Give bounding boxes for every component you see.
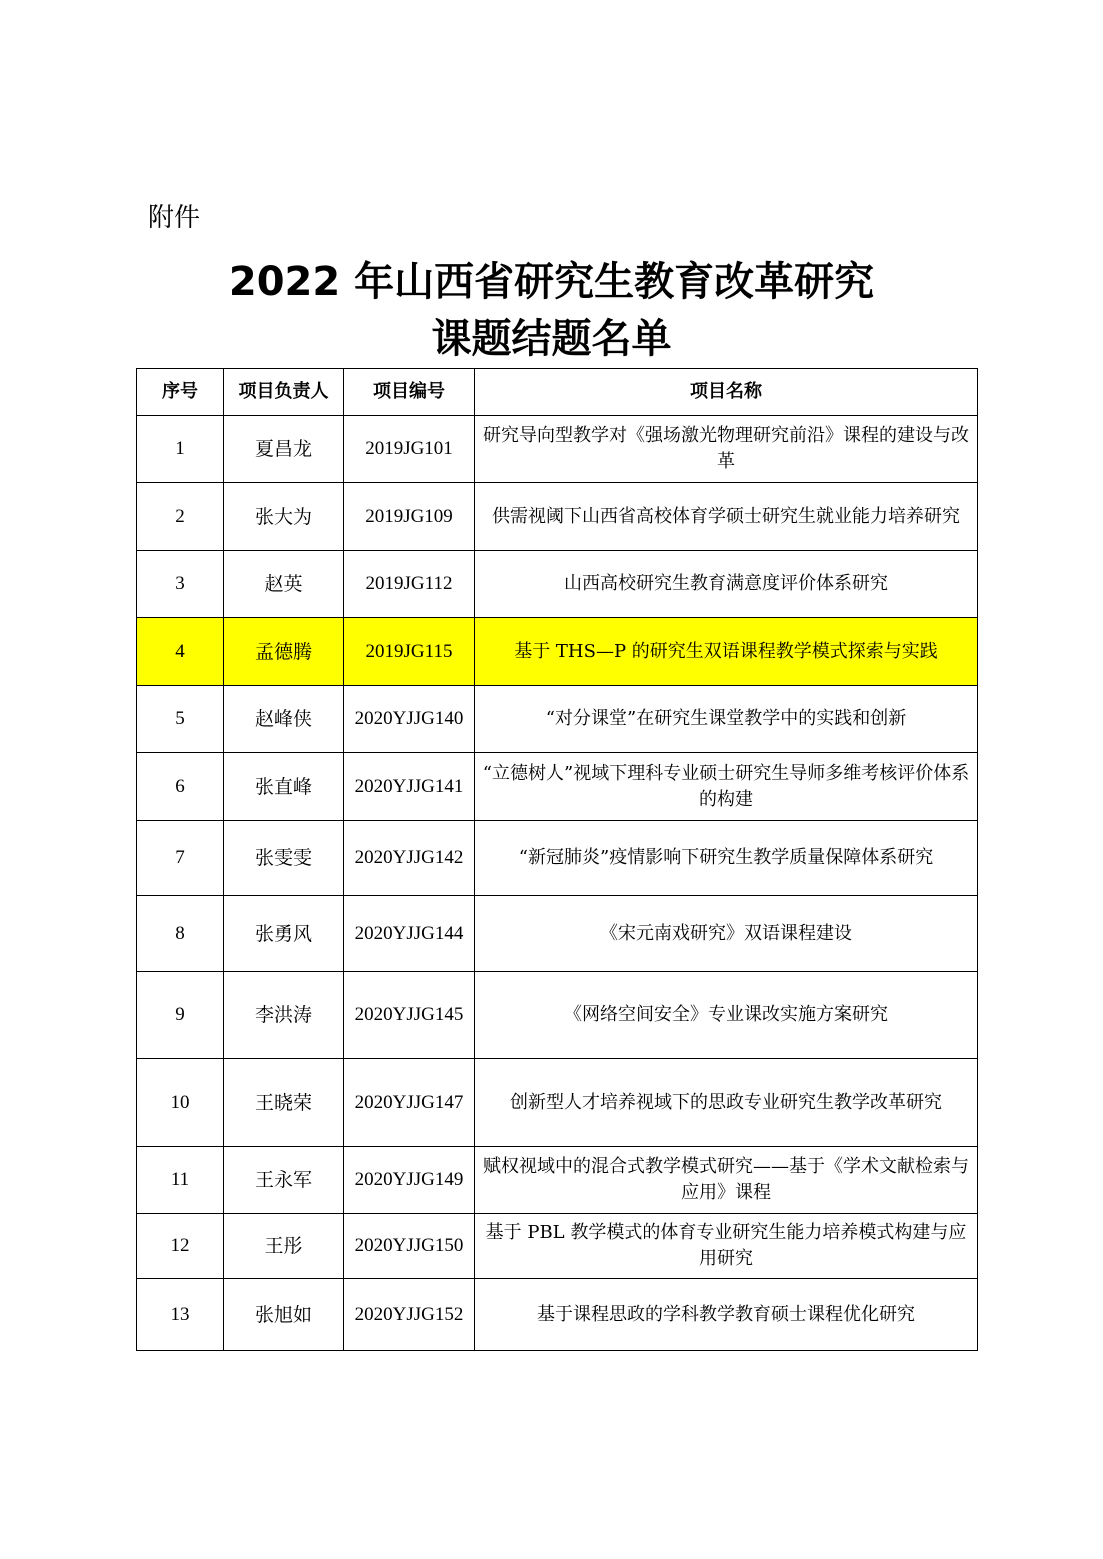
cell-project-name: 《宋元南戏研究》双语课程建设 [475,896,978,972]
table-row [137,416,978,483]
attachment-label: 附件 [148,203,201,233]
header-project-leader: 项目负责人 [224,369,344,416]
cell-project-name: 供需视阈下山西省高校体育学硕士研究生就业能力培养研究 [475,483,978,551]
cell-serial-number: 5 [137,686,224,753]
cell-serial-number: 12 [137,1214,224,1279]
cell-project-leader: 王永军 [224,1147,344,1214]
cell-project-name: 基于 PBL 教学模式的体育专业研究生能力培养模式构建与应用研究 [475,1214,978,1279]
cell-project-leader: 张旭如 [224,1279,344,1351]
header-serial-number: 序号 [137,369,224,416]
cell-project-leader: 张直峰 [224,753,344,821]
cell-project-name: “对分课堂”在研究生课堂教学中的实践和创新 [475,686,978,753]
cell-project-name: 山西高校研究生教育满意度评价体系研究 [475,551,978,618]
cell-project-leader: 李洪涛 [224,972,344,1059]
cell-project-name: 基于课程思政的学科教学教育硕士课程优化研究 [475,1279,978,1351]
cell-project-code: 2020YJJG141 [344,753,475,821]
cell-serial-number: 10 [137,1059,224,1147]
table-row [137,686,978,753]
cell-project-code: 2020YJJG142 [344,821,475,896]
cell-project-name: 《网络空间安全》专业课改实施方案研究 [475,972,978,1059]
cell-project-code: 2019JG115 [344,618,475,686]
cell-project-code: 2020YJJG147 [344,1059,475,1147]
cell-serial-number: 11 [137,1147,224,1214]
cell-serial-number: 9 [137,972,224,1059]
cell-project-code: 2019JG101 [344,416,475,483]
document-title-line-1: 2022 年山西省研究生教育改革研究 [228,259,875,305]
cell-project-name: 赋权视域中的混合式教学模式研究——基于《学术文献检索与应用》课程 [475,1147,978,1214]
table-row [137,483,978,551]
cell-serial-number: 13 [137,1279,224,1351]
cell-project-code: 2020YJJG145 [344,972,475,1059]
cell-serial-number: 6 [137,753,224,821]
table-header-row [137,369,978,416]
cell-serial-number: 4 [137,618,224,686]
cell-project-code: 2020YJJG149 [344,1147,475,1214]
cell-project-name: 基于 THS—P 的研究生双语课程教学模式探索与实践 [475,618,978,686]
table-row [137,1147,978,1214]
table-row [137,821,978,896]
cell-serial-number: 1 [137,416,224,483]
project-list-table [136,368,978,1351]
cell-project-code: 2019JG112 [344,551,475,618]
cell-serial-number: 2 [137,483,224,551]
table-row [137,896,978,972]
cell-project-code: 2020YJJG140 [344,686,475,753]
table-row [137,1059,978,1147]
cell-project-name: 研究导向型教学对《强场激光物理研究前沿》课程的建设与改革 [475,416,978,483]
cell-project-code: 2020YJJG144 [344,896,475,972]
header-project-name: 项目名称 [475,369,978,416]
cell-project-name: 创新型人才培养视域下的思政专业研究生教学改革研究 [475,1059,978,1147]
cell-serial-number: 8 [137,896,224,972]
cell-project-leader: 王晓荣 [224,1059,344,1147]
cell-project-code: 2019JG109 [344,483,475,551]
table-row [137,551,978,618]
cell-serial-number: 7 [137,821,224,896]
cell-project-leader: 张大为 [224,483,344,551]
cell-project-leader: 赵峰侠 [224,686,344,753]
cell-project-code: 2020YJJG150 [344,1214,475,1279]
table-row [137,1214,978,1279]
cell-project-leader: 张勇风 [224,896,344,972]
cell-serial-number: 3 [137,551,224,618]
cell-project-leader: 王彤 [224,1214,344,1279]
table-row-highlighted [137,618,978,686]
cell-project-leader: 孟德腾 [224,618,344,686]
table-row [137,1279,978,1351]
header-project-code: 项目编号 [344,369,475,416]
cell-project-code: 2020YJJG152 [344,1279,475,1351]
cell-project-name: “立德树人”视域下理科专业硕士研究生导师多维考核评价体系的构建 [475,753,978,821]
cell-project-leader: 张雯雯 [224,821,344,896]
table-row [137,753,978,821]
document-title-line-2: 课题结题名单 [431,316,672,362]
cell-project-leader: 赵英 [224,551,344,618]
table-row [137,972,978,1059]
cell-project-leader: 夏昌龙 [224,416,344,483]
cell-project-name: “新冠肺炎”疫情影响下研究生教学质量保障体系研究 [475,821,978,896]
